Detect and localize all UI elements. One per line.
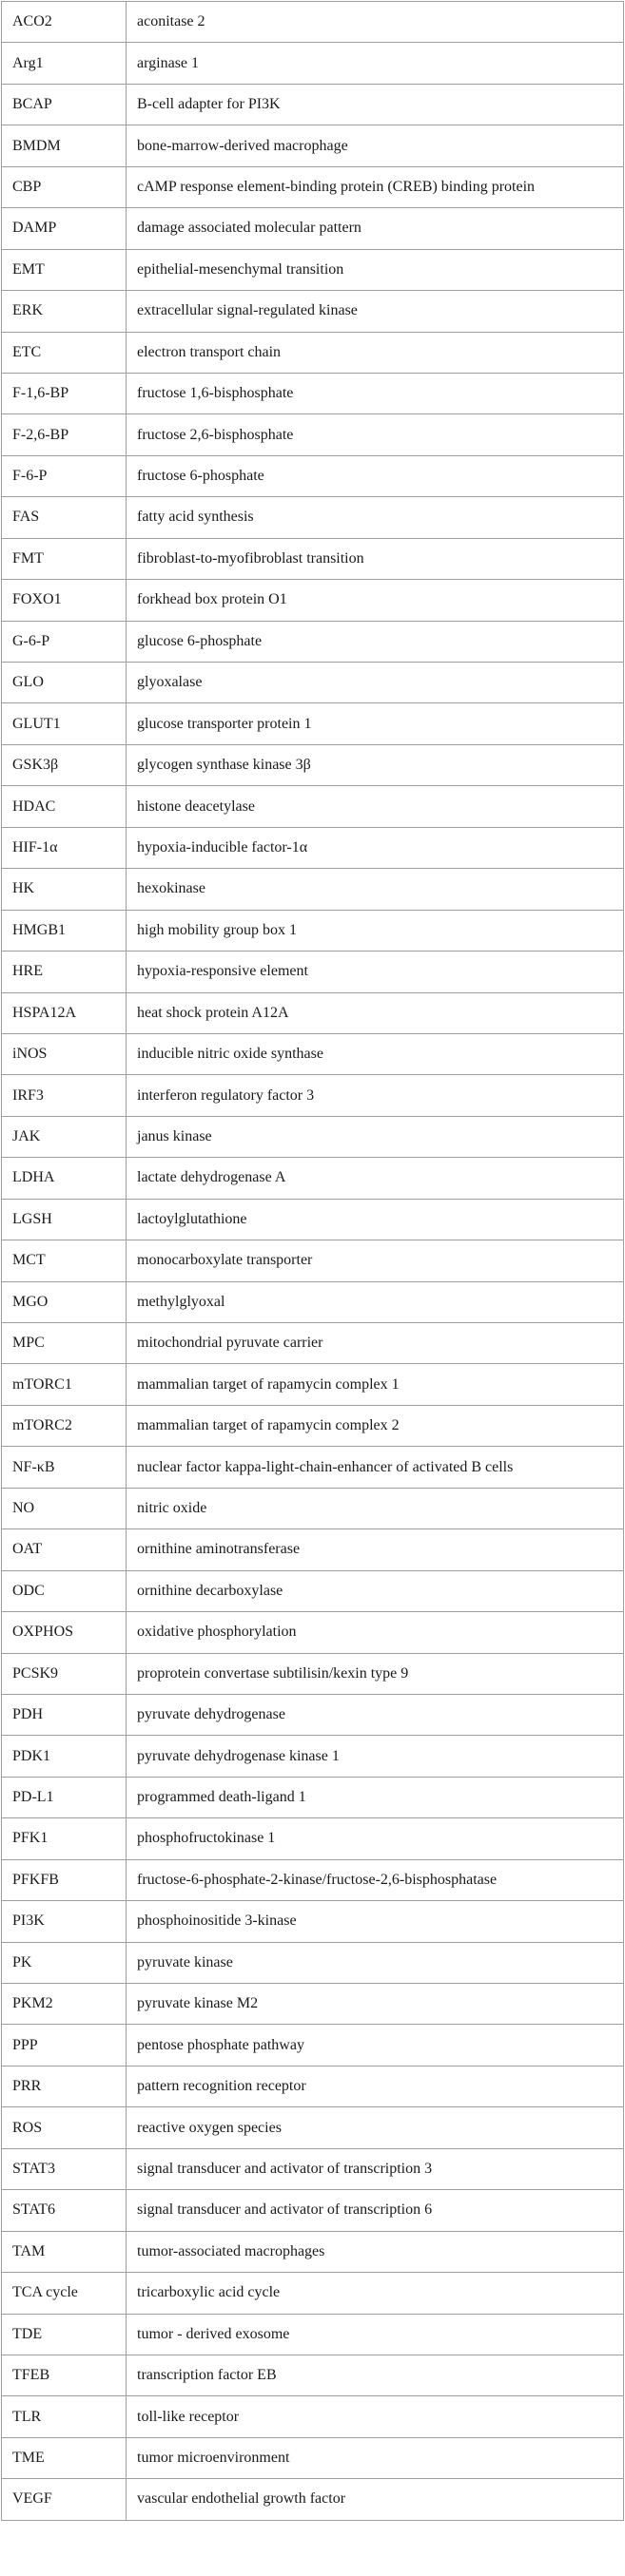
abbreviation-cell: CBP [2,166,127,207]
abbreviation-cell: MCT [2,1240,127,1281]
table-row [2,1901,624,1942]
abbreviation-cell: TFEB [2,2355,127,2395]
table-row [2,1075,624,1116]
definition-cell: vascular endothelial growth factor [127,2479,624,2520]
definition-cell: glyoxalase [127,663,624,703]
definition-cell: fructose 2,6-bisphosphate [127,414,624,455]
definition-cell: mitochondrial pyruvate carrier [127,1323,624,1364]
abbreviation-cell: HSPA12A [2,992,127,1033]
table-row [2,1488,624,1528]
definition-cell: high mobility group box 1 [127,910,624,951]
abbreviation-cell: TDE [2,2314,127,2355]
table-row [2,455,624,496]
abbreviation-cell: DAMP [2,208,127,249]
abbreviation-cell: STAT3 [2,2148,127,2189]
definition-cell: B-cell adapter for PI3K [127,84,624,125]
definition-cell: phosphoinositide 3-kinase [127,1901,624,1942]
definition-cell: glucose transporter protein 1 [127,703,624,744]
definition-cell: proprotein convertase subtilisin/kexin type 9 [127,1653,624,1694]
abbreviation-cell: OAT [2,1529,127,1570]
definition-cell: pyruvate dehydrogenase kinase 1 [127,1736,624,1777]
abbreviation-cell: Arg1 [2,43,127,84]
abbreviation-cell: HK [2,869,127,910]
abbreviation-cell: STAT6 [2,2190,127,2231]
abbreviation-cell: NF-κB [2,1447,127,1488]
table-row [2,869,624,910]
definition-cell: histone deacetylase [127,786,624,827]
abbreviation-cell: ROS [2,2107,127,2148]
table-row [2,2107,624,2148]
abbreviation-cell: JAK [2,1116,127,1157]
table-row [2,166,624,207]
abbreviation-cell: GLO [2,663,127,703]
abbreviation-cell: GSK3β [2,744,127,785]
table-row [2,1818,624,1859]
table-row [2,1033,624,1074]
definition-cell: lactate dehydrogenase A [127,1158,624,1199]
definition-cell: inducible nitric oxide synthase [127,1033,624,1074]
table-row [2,1777,624,1817]
table-row [2,786,624,827]
abbreviation-cell: F-2,6-BP [2,414,127,455]
abbreviations-table [1,1,624,2521]
abbreviation-cell: HRE [2,952,127,992]
table-row [2,2025,624,2066]
abbreviation-cell: BMDM [2,125,127,166]
abbreviation-cell: GLUT1 [2,703,127,744]
table-row [2,703,624,744]
definition-cell: pyruvate kinase M2 [127,1984,624,2025]
table-row [2,2396,624,2437]
abbreviation-cell: HMGB1 [2,910,127,951]
definition-cell: interferon regulatory factor 3 [127,1075,624,1116]
table-row [2,1942,624,1983]
definition-cell: methylglyoxal [127,1281,624,1322]
table-row [2,2,624,43]
abbreviation-cell: PFKFB [2,1859,127,1900]
table-row [2,827,624,868]
abbreviation-cell: HDAC [2,786,127,827]
definition-cell: ornithine aminotransferase [127,1529,624,1570]
abbreviation-cell: IRF3 [2,1075,127,1116]
table-row [2,43,624,84]
definition-cell: epithelial-mesenchymal transition [127,249,624,290]
definition-cell: fibroblast-to-myofibroblast transition [127,538,624,579]
definition-cell: janus kinase [127,1116,624,1157]
definition-cell: arginase 1 [127,43,624,84]
table-row [2,1694,624,1735]
definition-cell: damage associated molecular pattern [127,208,624,249]
definition-cell: programmed death-ligand 1 [127,1777,624,1817]
table-row [2,1158,624,1199]
table-row [2,291,624,332]
table-row [2,2148,624,2189]
definition-cell: fructose-6-phosphate-2-kinase/fructose-2,6-bisphosphatase [127,1859,624,1900]
table-row [2,125,624,166]
definition-cell: tumor - derived exosome [127,2314,624,2355]
definition-cell: pentose phosphate pathway [127,2025,624,2066]
definition-cell: fatty acid synthesis [127,497,624,538]
table-row [2,2479,624,2520]
table-row [2,1405,624,1446]
table-row [2,373,624,413]
table-row [2,952,624,992]
table-row [2,1323,624,1364]
table-row [2,1859,624,1900]
abbreviation-cell: PDH [2,1694,127,1735]
table-row [2,910,624,951]
table-row [2,249,624,290]
table-row [2,497,624,538]
abbreviation-cell: PD-L1 [2,1777,127,1817]
table-row [2,1570,624,1611]
table-row [2,2314,624,2355]
abbreviation-cell: TAM [2,2231,127,2272]
definition-cell: fructose 6-phosphate [127,455,624,496]
abbreviation-cell: BCAP [2,84,127,125]
table-row [2,580,624,621]
table-row [2,2066,624,2106]
abbreviation-cell: FMT [2,538,127,579]
definition-cell: signal transducer and activator of transcription 3 [127,2148,624,2189]
abbreviation-cell: ETC [2,332,127,373]
abbreviation-cell: MGO [2,1281,127,1322]
abbreviation-cell: PPP [2,2025,127,2066]
table-row [2,1240,624,1281]
table-row [2,1199,624,1240]
definition-cell: pyruvate dehydrogenase [127,1694,624,1735]
abbreviation-cell: FAS [2,497,127,538]
table-row [2,1364,624,1405]
definition-cell: glycogen synthase kinase 3β [127,744,624,785]
definition-cell: extracellular signal-regulated kinase [127,291,624,332]
definition-cell: phosphofructokinase 1 [127,1818,624,1859]
definition-cell: electron transport chain [127,332,624,373]
table-row [2,538,624,579]
table-row [2,992,624,1033]
definition-cell: toll-like receptor [127,2396,624,2437]
table-row [2,414,624,455]
abbreviation-cell: TCA cycle [2,2273,127,2314]
table-row [2,208,624,249]
definition-cell: mammalian target of rapamycin complex 1 [127,1364,624,1405]
table-row [2,1529,624,1570]
abbreviation-cell: TME [2,2437,127,2478]
table-row [2,1116,624,1157]
definition-cell: reactive oxygen species [127,2107,624,2148]
abbreviation-cell: G-6-P [2,621,127,662]
abbreviation-cell: PKM2 [2,1984,127,2025]
definition-cell: tricarboxylic acid cycle [127,2273,624,2314]
table-row [2,2231,624,2272]
abbreviation-cell: mTORC1 [2,1364,127,1405]
table-row [2,2273,624,2314]
abbreviation-cell: PDK1 [2,1736,127,1777]
table-row [2,621,624,662]
definition-cell: bone-marrow-derived macrophage [127,125,624,166]
definition-cell: tumor microenvironment [127,2437,624,2478]
abbreviation-cell: F-6-P [2,455,127,496]
definition-cell: heat shock protein A12A [127,992,624,1033]
abbreviation-cell: PRR [2,2066,127,2106]
table-row [2,1612,624,1653]
abbreviation-cell: TLR [2,2396,127,2437]
abbreviation-cell: F-1,6-BP [2,373,127,413]
abbreviation-cell: PI3K [2,1901,127,1942]
abbreviation-cell: FOXO1 [2,580,127,621]
definition-cell: pyruvate kinase [127,1942,624,1983]
table-row [2,1984,624,2025]
abbreviation-cell: MPC [2,1323,127,1364]
definition-cell: nuclear factor kappa-light-chain-enhancer of activated B cells [127,1447,624,1488]
definition-cell: hypoxia-inducible factor-1α [127,827,624,868]
definition-cell: nitric oxide [127,1488,624,1528]
definition-cell: hypoxia-responsive element [127,952,624,992]
table-row [2,1736,624,1777]
abbreviation-cell: PFK1 [2,1818,127,1859]
table-row [2,1281,624,1322]
abbreviation-cell: LDHA [2,1158,127,1199]
abbreviations-table-body [2,2,624,2521]
abbreviation-cell: OXPHOS [2,1612,127,1653]
table-row [2,84,624,125]
abbreviation-cell: mTORC2 [2,1405,127,1446]
table-row [2,2190,624,2231]
abbreviation-cell: ACO2 [2,2,127,43]
abbreviation-cell: NO [2,1488,127,1528]
definition-cell: pattern recognition receptor [127,2066,624,2106]
abbreviation-cell: EMT [2,249,127,290]
table-row [2,332,624,373]
abbreviation-cell: VEGF [2,2479,127,2520]
abbreviation-cell: iNOS [2,1033,127,1074]
table-row [2,2437,624,2478]
abbreviation-cell: LGSH [2,1199,127,1240]
definition-cell: signal transducer and activator of transcription 6 [127,2190,624,2231]
table-row [2,663,624,703]
table-row [2,1653,624,1694]
definition-cell: aconitase 2 [127,2,624,43]
definition-cell: glucose 6-phosphate [127,621,624,662]
definition-cell: forkhead box protein O1 [127,580,624,621]
table-row [2,2355,624,2395]
table-row [2,1447,624,1488]
table-row [2,744,624,785]
definition-cell: ornithine decarboxylase [127,1570,624,1611]
definition-cell: transcription factor EB [127,2355,624,2395]
definition-cell: lactoylglutathione [127,1199,624,1240]
abbreviation-cell: PK [2,1942,127,1983]
definition-cell: mammalian target of rapamycin complex 2 [127,1405,624,1446]
abbreviation-cell: ERK [2,291,127,332]
abbreviation-cell: ODC [2,1570,127,1611]
abbreviation-cell: HIF-1α [2,827,127,868]
definition-cell: tumor-associated macrophages [127,2231,624,2272]
abbreviation-cell: PCSK9 [2,1653,127,1694]
definition-cell: fructose 1,6-bisphosphate [127,373,624,413]
definition-cell: oxidative phosphorylation [127,1612,624,1653]
definition-cell: hexokinase [127,869,624,910]
definition-cell: cAMP response element-binding protein (CREB) binding protein [127,166,624,207]
definition-cell: monocarboxylate transporter [127,1240,624,1281]
